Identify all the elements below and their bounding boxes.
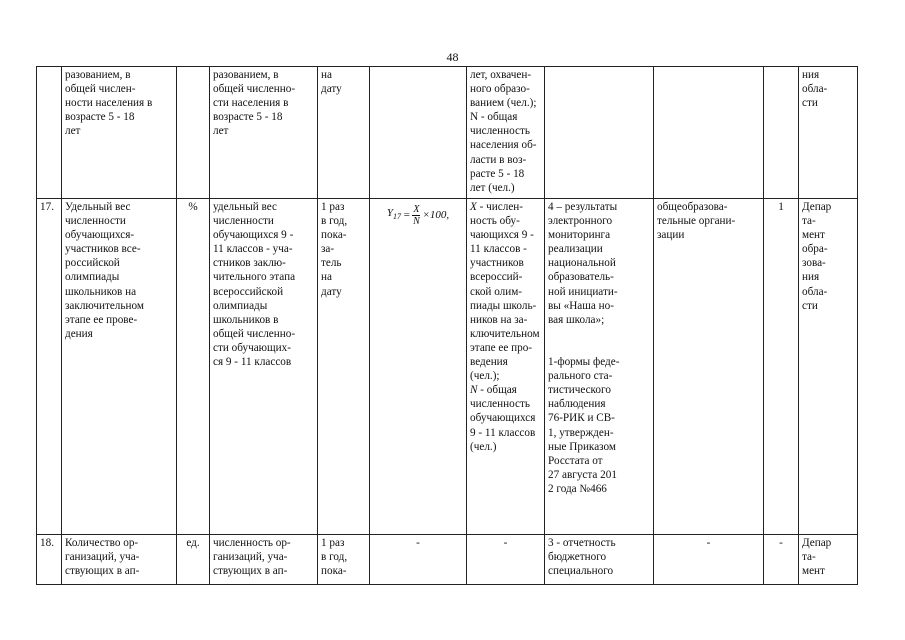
unit bbox=[177, 67, 210, 199]
data-source bbox=[545, 67, 654, 199]
formula bbox=[370, 199, 467, 535]
table-row bbox=[37, 199, 858, 535]
page-number: 48 bbox=[446, 50, 459, 64]
row-number: 17. bbox=[37, 199, 62, 535]
value: - bbox=[764, 535, 799, 585]
formula: - bbox=[370, 535, 467, 585]
unit: ед. bbox=[177, 535, 210, 585]
table-row bbox=[37, 535, 858, 585]
indicator-table bbox=[36, 66, 858, 585]
data-source: 4 – результаты электронного мониторинга реализации национальной образователь- ной инициати- вы «Наша но- вая школа»; 1-формы феде- рального ста- тистического наблюдения 76-РИК и СВ- 1, утвержден- ные Приказом Росстата от 27 августа 201 2 года №466 bbox=[545, 199, 654, 535]
periodicity: 1 раз в год, пока- bbox=[318, 535, 370, 585]
variables: X - числен- ность обу- чающихся 9 - 11 классов - участников всероссий- ской олим- пиады школь- ников на за- ключительном этапе ее про- ведения (чел.); N - общая численность обучающихся 9 - 11 классов (чел.) bbox=[467, 199, 545, 535]
formula bbox=[370, 67, 467, 199]
responsible: Депар та- мент обра- зова- ния обла- сти bbox=[799, 199, 858, 535]
observation-object bbox=[654, 67, 764, 199]
formula-expression: $Y_{17}$ = $\frac{X}{N}$ ×100, bbox=[386, 204, 450, 227]
definition: разованием, в общей численно- сти населения в возрасте 5 - 18 лет bbox=[210, 67, 318, 199]
row-number bbox=[37, 67, 62, 199]
responsible: ния обла- сти bbox=[799, 67, 858, 199]
variables: лет, охвачен- ного образо- ванием (чел.); N - общая численность населения об- ласти в воз- расте 5 - 18 лет (чел.) bbox=[467, 67, 545, 199]
indicator-name: Удельный вес численности обучающихся- участников все- российской олимпиады школьников на заключительном этапе ее прове- дения bbox=[62, 199, 177, 535]
responsible: Депар та- мент bbox=[799, 535, 858, 585]
unit: % bbox=[177, 199, 210, 535]
indicator-name: Количество ор- ганизаций, уча- ствующих в ап- bbox=[62, 535, 177, 585]
data-source: 3 - отчетность бюджетного специального bbox=[545, 535, 654, 585]
observation-object: общеобразова- тельные органи- зации bbox=[654, 199, 764, 535]
definition: удельный вес численности обучающихся 9 - 11 классов - уча- стников заклю- чительного этапа всероссийской олимпиады школьников в общей численно- сти обучающих- ся 9 - 11 классов bbox=[210, 199, 318, 535]
definition: численность ор- ганизаций, уча- ствующих в ап- bbox=[210, 535, 318, 585]
periodicity: на дату bbox=[318, 67, 370, 199]
table-row bbox=[37, 67, 858, 199]
value bbox=[764, 67, 799, 199]
periodicity: 1 раз в год, пока- за- тель на дату bbox=[318, 199, 370, 535]
row-number: 18. bbox=[37, 535, 62, 585]
variables: - bbox=[467, 535, 545, 585]
indicator-name: разованием, в общей числен- ности населения в возрасте 5 - 18 лет bbox=[62, 67, 177, 199]
value: 1 bbox=[764, 199, 799, 535]
observation-object: - bbox=[654, 535, 764, 585]
